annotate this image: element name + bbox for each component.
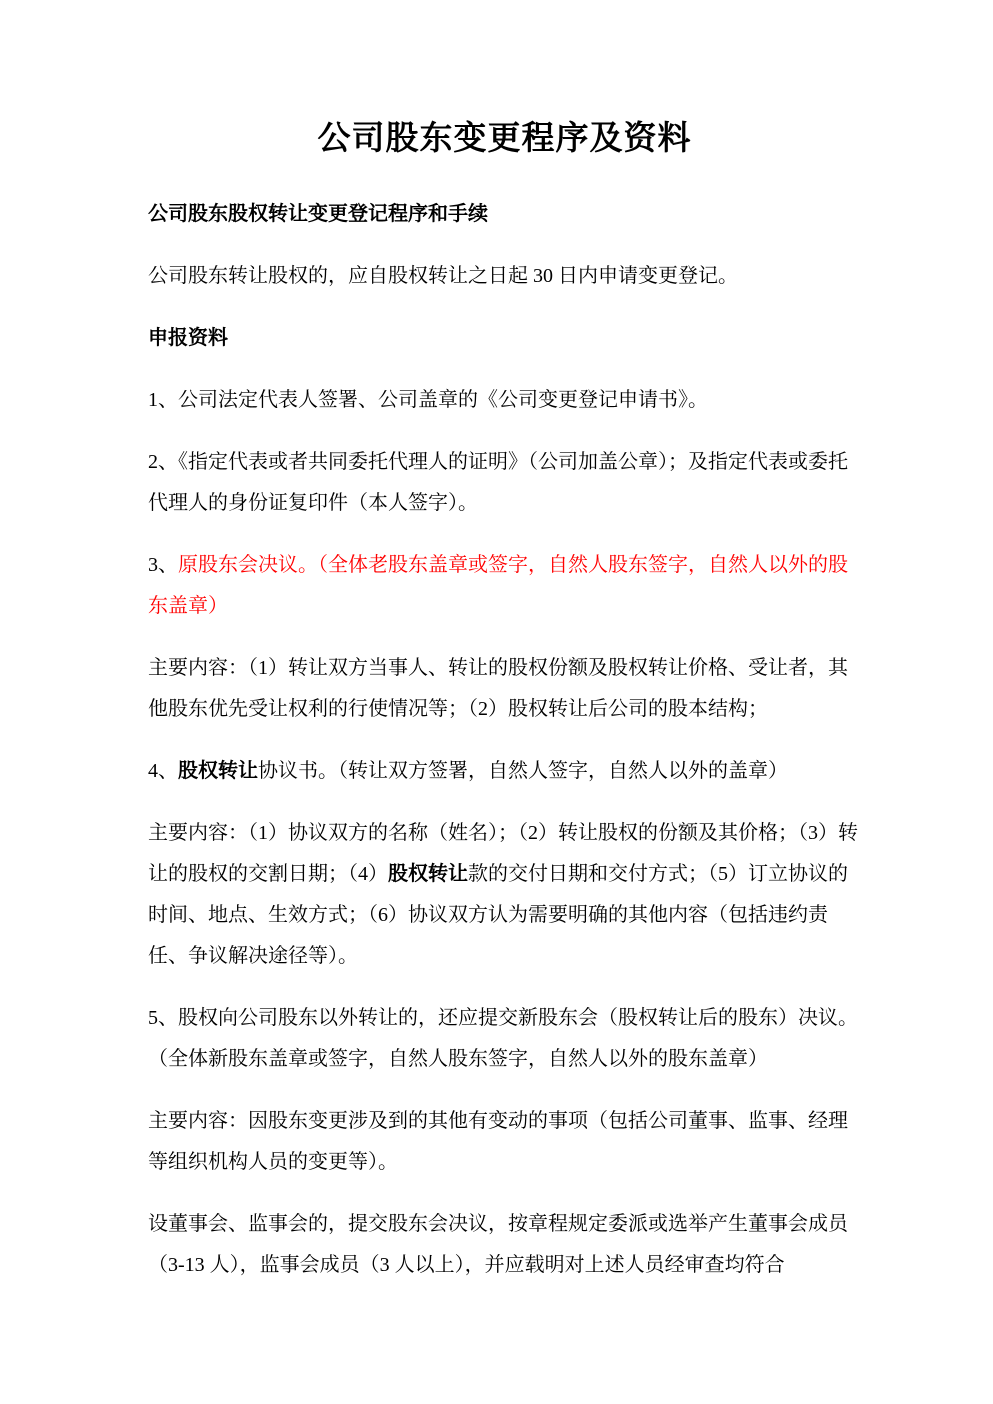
paragraph: [148, 998, 861, 1080]
section-heading: [148, 194, 861, 235]
text-run: 2、《指定代表或者共同委托代理人的证明》（公司加盖公章）；及指定代表或委托代理人的身份证复印件（本人签字）。: [148, 450, 848, 514]
text-run: 1、公司法定代表人签署、公司盖章的《公司变更登记申请书》。: [148, 388, 708, 411]
text-run: 公司股东股权转让变更登记程序和手续: [148, 202, 488, 225]
text-run: 原股东会决议。（全体老股东盖章或签字，自然人股东签字，自然人以外的股东盖章）: [148, 553, 848, 617]
text-run: 申报资料: [148, 326, 228, 349]
text-run: 设董事会、监事会的，提交股东会决议，按章程规定委派或选举产生董事会成员（3-13 人），监事会成员（3 人以上），并应载明对上述人员经审查均符合: [148, 1212, 848, 1276]
text-run: 股权转让: [178, 759, 258, 782]
text-run: 协议书。（转让双方签署，自然人签字，自然人以外的盖章）: [258, 759, 788, 782]
text-run: 公司股东转让股权的，应自股权转让之日起 30 日内申请变更登记。: [148, 264, 738, 287]
text-run: 4、: [148, 759, 178, 782]
text-run: 主要内容：因股东变更涉及到的其他有变动的事项（包括公司董事、监事、经理等组织机构人员的变更等）。: [148, 1109, 848, 1173]
text-run: 5、股权向公司股东以外转让的，还应提交新股东会（股权转让后的股东）决议。（全体新股东盖章或签字，自然人股东签字，自然人以外的股东盖章）: [148, 1006, 858, 1070]
paragraph: [148, 648, 861, 730]
paragraph: [148, 1204, 861, 1286]
text-run: 3、: [148, 553, 178, 576]
page-title: 公司股东变更程序及资料: [317, 121, 692, 157]
document-page: [148, 116, 861, 1307]
paragraph: [148, 1101, 861, 1183]
text-run: 款的交付日期和交付方式；（5）订立协议的时间、地点、生效方式；（6）协议双方认为需要明确的其他内容（包括违约责任、争议解决途径等）。: [148, 862, 848, 967]
document-body: [148, 194, 861, 1286]
paragraph: [148, 751, 861, 792]
text-run: 主要内容：（1）转让双方当事人、转让的股权份额及股权转让价格、受让者，其他股东优先受让权利的行使情况等；（2）股权转让后公司的股本结构；: [148, 656, 848, 720]
section-heading: [148, 318, 861, 359]
paragraph: [148, 380, 861, 421]
paragraph: [148, 442, 861, 524]
text-run: 主要内容：（1）协议双方的名称（姓名）；（2）转让股权的份额及其价格；（3）转让的股权的交割日期；（4）: [148, 821, 858, 885]
text-run: 股权转让: [388, 862, 468, 885]
paragraph: [148, 545, 861, 627]
paragraph: [148, 813, 861, 977]
paragraph: [148, 256, 861, 297]
